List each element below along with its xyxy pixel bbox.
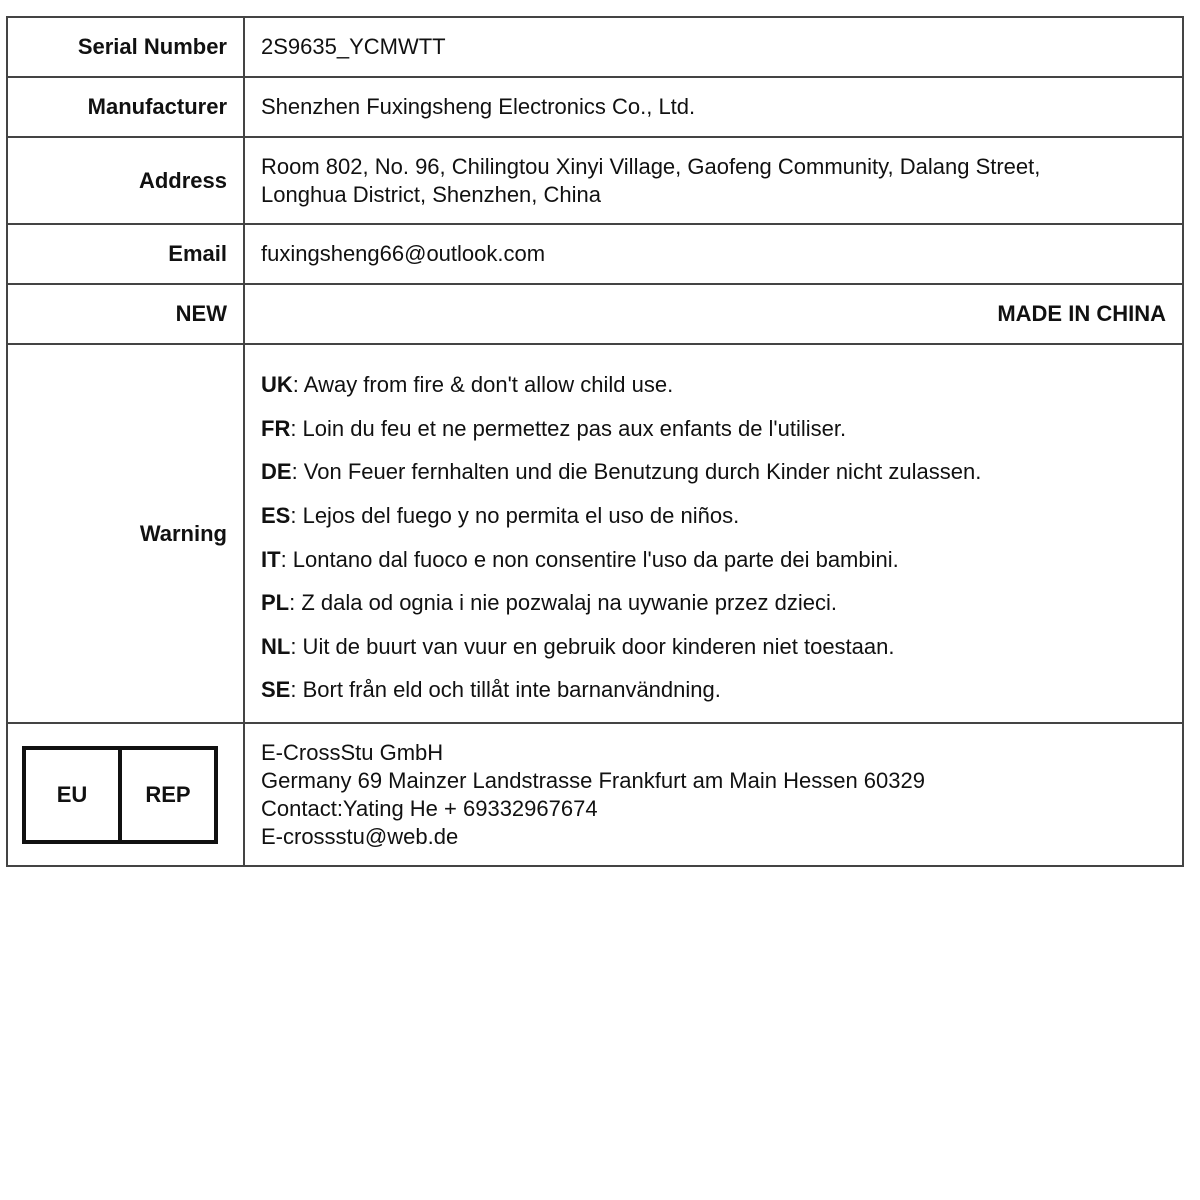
manufacturer-value: Shenzhen Fuxingsheng Electronics Co., Ltd.	[244, 77, 1183, 137]
eu-rep-details	[244, 723, 1183, 866]
warning-lang-code: IT	[261, 546, 281, 572]
new-label: NEW	[7, 284, 244, 344]
warning-list	[244, 344, 1183, 723]
serial-row	[7, 17, 1183, 77]
product-info-table	[6, 16, 1184, 867]
warning-lang-code: UK	[261, 372, 293, 398]
serial-label: Serial Number	[7, 17, 244, 77]
warning-text: : Uit de buurt van vuur en gebruik door kinderen niet toestaan.	[290, 633, 895, 659]
rep-label: REP	[145, 781, 191, 807]
warning-item	[261, 363, 1166, 407]
eu-rep-line: Germany 69 Mainzer Landstrasse Frankfurt am Main Hessen 60329	[261, 767, 925, 793]
email-row	[7, 224, 1183, 284]
warning-lang-code: DE	[261, 459, 292, 485]
warning-text: : Von Feuer fernhalten und die Benutzung durch Kinder nicht zulassen.	[291, 459, 982, 485]
address-line-1: Room 802, No. 96, Chilingtou Xinyi Village, Gaofeng Community, Dalang Street,	[261, 153, 1041, 179]
manufacturer-label: Manufacturer	[7, 77, 244, 137]
warning-text: : Loin du feu et ne permettez pas aux enfants de l'utiliser.	[290, 415, 847, 441]
warning-text: : Away from fire & don't allow child use.	[292, 372, 674, 398]
warning-lang-code: NL	[261, 633, 291, 659]
eu-rep-line: E-crossstu@web.de	[261, 823, 459, 849]
manufacturer-row	[7, 77, 1183, 137]
warning-item	[261, 581, 1166, 625]
address-line-2: Longhua District, Shenzhen, China	[261, 181, 601, 207]
warning-text: : Lejos del fuego y no permita el uso de niños.	[290, 502, 740, 528]
warning-text: : Lontano dal fuoco e non consentire l'uso da parte dei bambini.	[280, 546, 899, 572]
warning-item	[261, 625, 1166, 669]
address-row	[7, 137, 1183, 224]
warning-lang-code: ES	[261, 502, 291, 528]
warning-lang-code: PL	[261, 590, 290, 616]
eurep-row	[7, 723, 1183, 866]
warning-row	[7, 344, 1183, 723]
address-label: Address	[7, 137, 244, 224]
email-value: fuxingsheng66@outlook.com	[244, 224, 1183, 284]
email-label: Email	[7, 224, 244, 284]
warning-item	[261, 538, 1166, 582]
new-row	[7, 284, 1183, 344]
made-in-value: MADE IN CHINA	[244, 284, 1183, 344]
warning-lang-code: SE	[261, 677, 291, 703]
warning-text: : Z dala od ognia i nie pozwalaj na uywanie przez dzieci.	[289, 590, 837, 616]
eu-rep-line: E-CrossStu GmbH	[261, 739, 444, 765]
eu-rep-symbol	[22, 746, 218, 844]
serial-value: 2S9635_YCMWTT	[244, 17, 1183, 77]
eu-label: EU	[26, 750, 122, 840]
warning-item	[261, 450, 1166, 494]
warning-item	[261, 407, 1166, 451]
warning-lang-code: FR	[261, 415, 291, 441]
warning-item	[261, 494, 1166, 538]
warning-item	[261, 668, 1166, 712]
warning-label: Warning	[7, 344, 244, 723]
eu-rep-line: Contact:Yating He + 69332967674	[261, 795, 598, 821]
warning-text: : Bort från eld och tillåt inte barnanvändning.	[290, 677, 721, 703]
